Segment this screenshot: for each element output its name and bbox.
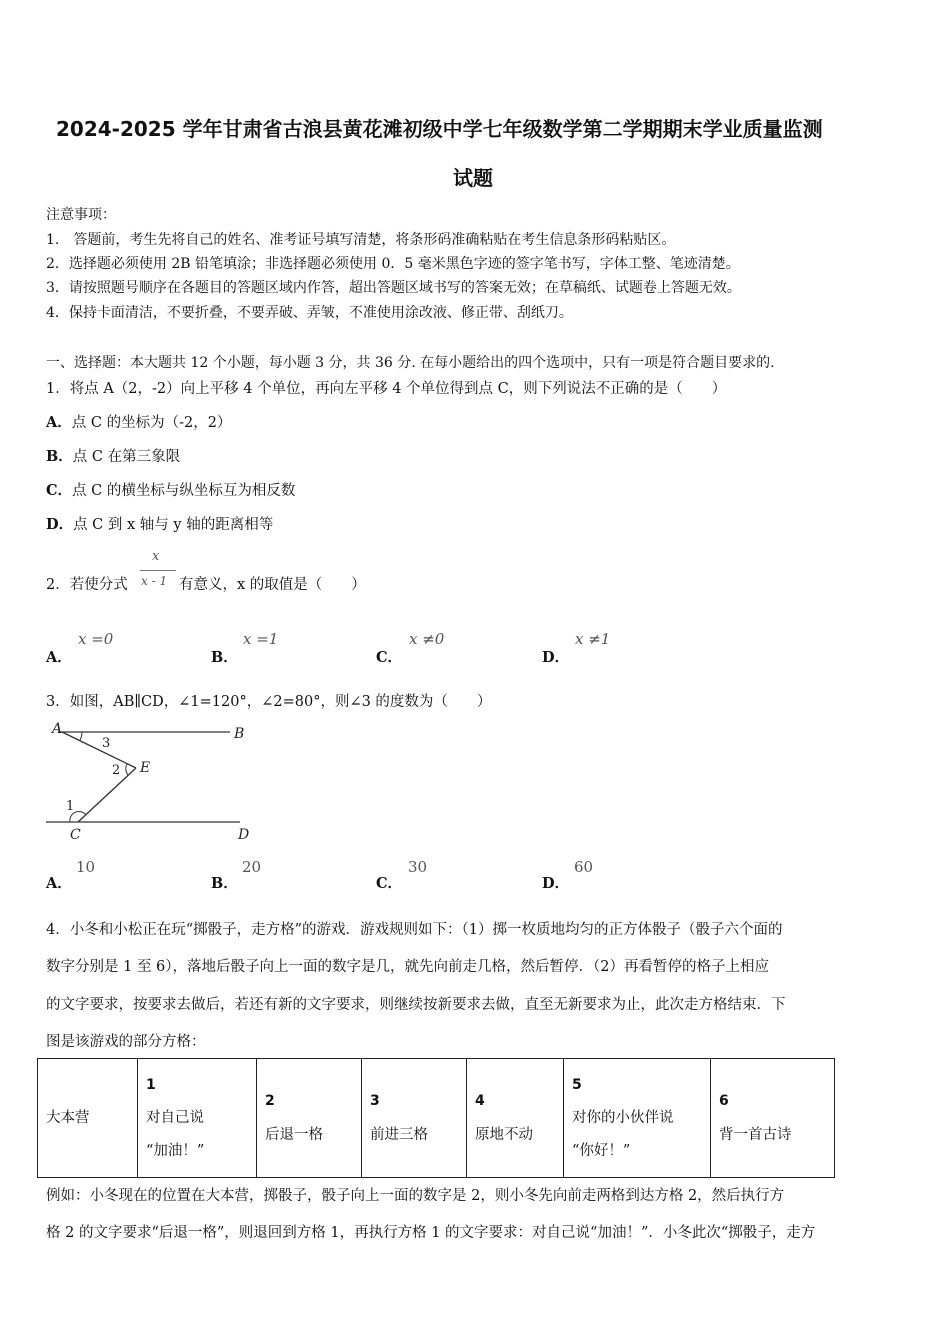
cell-number: 4 — [475, 1093, 485, 1109]
game-board-table — [37, 1058, 835, 1178]
label-angle-2: 2 — [112, 763, 121, 778]
label-angle-3: 3 — [102, 736, 111, 751]
q1-option-b — [46, 445, 180, 466]
q2-option-a-math: x =0 — [78, 630, 114, 648]
q3-option-b-letter: B． — [211, 875, 238, 892]
cell-number: 1 — [146, 1076, 156, 1093]
notice-item: 1. 答题前，考生先将自己的姓名、准考证号填写清楚，将条形码准确粘贴在考生信息条形码粘贴区。 — [46, 232, 676, 248]
q2-option-b-letter: B． — [211, 649, 238, 666]
q1-option-a — [46, 411, 231, 432]
option-text: 点 C 在第三象限 — [72, 449, 181, 465]
cell-text: 后退一格 — [265, 1127, 323, 1143]
q2-option-b-math: x =1 — [243, 630, 279, 648]
question-4-line: 的文字要求，按要求去做后，若还有新的文字要求，则继续按新要求去做，直至无新要求为止，此次走方格结束．下 — [46, 997, 786, 1013]
example-line: 例如：小冬现在的位置在大本营，掷骰子，骰子向上一面的数字是 2，则小冬先向前走两格到达方格 2，然后执行方 — [46, 1188, 785, 1204]
fraction-numerator: x — [152, 549, 160, 564]
fraction-denominator: x - 1 — [141, 574, 168, 588]
cell-text: 对自己说 — [146, 1109, 204, 1126]
option-letter: A． — [46, 414, 72, 431]
question-1-stem: 1．将点 A（2，-2）向上平移 4 个单位，再向左平移 4 个单位得到点 C，则下列说法不正确的是（ ） — [46, 381, 727, 397]
q1-option-c — [46, 479, 295, 500]
notice-heading: 注意事项： — [46, 207, 116, 223]
table-cell — [711, 1059, 835, 1178]
option-text: 点 C 到 x 轴与 y 轴的距离相等 — [73, 517, 274, 533]
table-cell — [138, 1059, 257, 1178]
notice-item: 4．保持卡面清洁，不要折叠，不要弄破、弄皱，不准使用涂改液、修正带、刮纸刀。 — [46, 305, 573, 321]
cell-text: “你好！” — [572, 1142, 631, 1159]
q2-option-a-letter: A． — [46, 649, 72, 666]
table-cell — [257, 1059, 362, 1178]
q2-option-d-letter: D． — [542, 649, 570, 666]
section-heading: 一、选择题：本大题共 12 个小题，每小题 3 分，共 36 分. 在每小题给出的四个选项中，只有一项是符合题目要求的. — [46, 355, 775, 371]
q3-option-c-letter: C． — [376, 875, 403, 892]
q3-option-d-letter: D． — [542, 875, 570, 892]
q3-option-c-math: 30 — [408, 858, 428, 876]
option-letter: C． — [46, 482, 73, 499]
geometry-figure — [40, 718, 260, 843]
cell-text: 背一首古诗 — [719, 1127, 792, 1143]
label-e: E — [140, 760, 151, 776]
question-4-line: 数字分别是 1 至 6），落地后骰子向上一面的数字是几，就先向前走几格，然后暂停．（2）再看暂停的格子上相应 — [46, 959, 769, 975]
option-text: 点 C 的横坐标与纵坐标互为相反数 — [72, 483, 296, 499]
q2-option-d-math: x ≠1 — [575, 630, 611, 648]
option-text: 点 C 的坐标为（-2，2） — [71, 415, 232, 431]
label-angle-1: 1 — [66, 799, 75, 814]
q3-option-d-math: 60 — [574, 858, 594, 876]
question-2-prefix: 2．若使分式 — [46, 577, 128, 593]
cell-number: 6 — [719, 1093, 729, 1109]
page-title: 2024-2025 学年甘肃省古浪县黄花滩初级中学七年级数学第二学期期末学业质量监测 — [56, 117, 823, 141]
q1-option-d — [46, 513, 273, 534]
question-2-suffix: 有意义，x 的取值是（ ） — [179, 577, 366, 593]
option-letter: D． — [46, 516, 74, 533]
label-c: C — [70, 827, 81, 843]
q2-option-c-letter: C． — [376, 649, 403, 666]
angle-2-arc — [126, 764, 128, 775]
q3-option-b-math: 20 — [242, 858, 262, 876]
table-cell — [362, 1059, 467, 1178]
table-cell — [38, 1059, 138, 1178]
label-a: A — [52, 721, 63, 737]
notice-item: 2．选择题必须使用 2B 铅笔填涂；非选择题必须使用 0．5 毫米黑色字迹的签字笔书写，字体工整、笔迹清楚。 — [46, 256, 740, 272]
angle-3-arc — [80, 732, 82, 740]
fraction-bar — [140, 570, 176, 571]
cell-text: “加油！” — [146, 1142, 205, 1159]
example-line: 格 2 的文字要求“后退一格”，则退回到方格 1，再执行方格 1 的文字要求：对自己说“加油！”．小冬此次“掷骰子，走方 — [46, 1225, 816, 1241]
label-d: D — [238, 827, 250, 843]
table-row — [38, 1059, 835, 1178]
q3-option-a-math: 10 — [76, 858, 96, 876]
page-title-line2: 试题 — [453, 166, 493, 190]
cell-number: 2 — [265, 1093, 275, 1109]
cell-number: 3 — [370, 1093, 380, 1109]
table-cell — [467, 1059, 564, 1178]
cell-text: 原地不动 — [475, 1127, 533, 1143]
option-letter: B． — [46, 448, 73, 465]
q2-option-c-math: x ≠0 — [409, 630, 445, 648]
cell-text: 前进三格 — [370, 1127, 428, 1143]
label-b: B — [234, 726, 245, 742]
cell-text: 对你的小伙伴说 — [572, 1109, 674, 1126]
notice-item: 3．请按照题号顺序在各题目的答题区域内作答，超出答题区域书写的答案无效；在草稿纸、试题卷上答题无效。 — [46, 280, 741, 296]
question-3-stem: 3．如图，AB∥CD，∠1=120°，∠2=80°，则∠3 的度数为（ ） — [46, 694, 492, 710]
cell-number: 5 — [572, 1076, 582, 1093]
table-cell — [564, 1059, 711, 1178]
question-4-line: 图是该游戏的部分方格： — [46, 1034, 206, 1050]
cell-text: 大本营 — [46, 1110, 90, 1126]
segment-ae — [62, 732, 136, 768]
segment-ec — [78, 768, 136, 822]
q3-option-a-letter: A． — [46, 875, 72, 892]
question-4-line: 4．小冬和小松正在玩“掷骰子，走方格”的游戏．游戏规则如下：（1）掷一枚质地均匀的正方体骰子（骰子六个面的 — [46, 922, 783, 938]
